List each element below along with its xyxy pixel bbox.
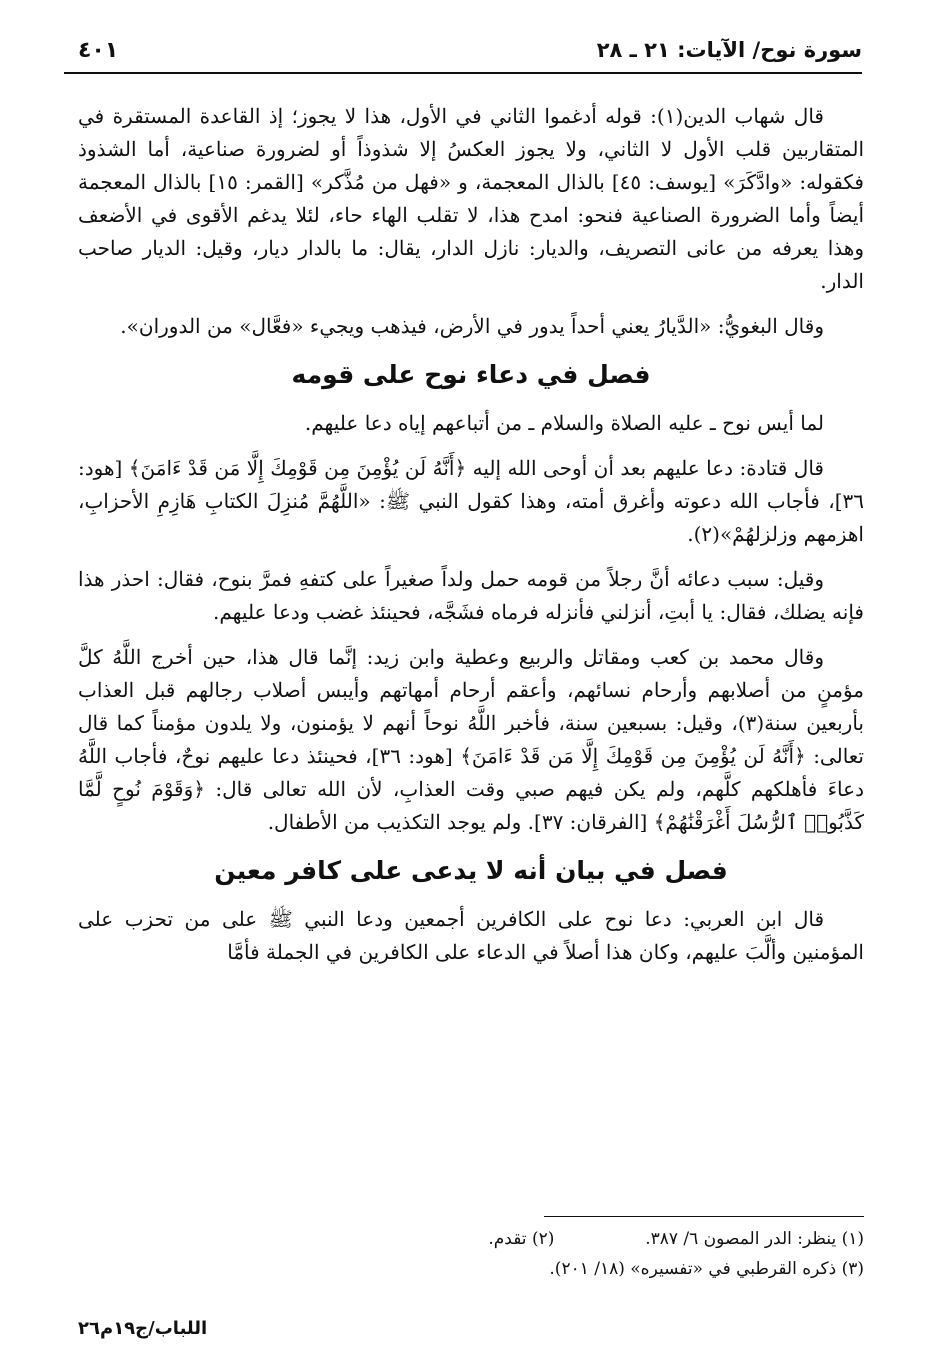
footnote-divider [544,1216,864,1217]
footnote: (١) ينظر: الدر المصون ٦/ ٣٨٧. [645,1229,864,1249]
paragraph: قال قتادة: دعا عليهم بعد أن أوحى الله إليه ﴿أَنَّهُ لَن يُؤْمِنَ مِن قَوْمِكَ إِلَّا مَن قَدْ ءَامَنَ﴾ [هود: ٣٦]، فأجاب الله دعوته وأغرق أمته، وهذا كقول النبي ﷺ: «اللَّهُمَّ مُنزِلَ الكتابِ هَازِمِ الأحزابِ، اهزمهم وزلزلهُمْ»(٢). [78,456,864,546]
section-heading: فصل في بيان أنه لا يدعى على كافر معين [214,856,728,885]
paragraph: قال ابن العربي: دعا نوح على الكافرين أجمعين ودعا النبي ﷺ على من تحزب على المؤمنين وألَّبَ عليهم، وكان هذا أصلاً في الدعاء على الكافرين في الجملة فأمَّا [78,907,864,964]
header-divider [64,72,862,74]
running-title: سورة نوح/ الآيات: ٢١ ـ ٢٨ [596,38,862,62]
paragraph: لما أيس نوح ـ عليه الصلاة والسلام ـ من أتباعهم إياه دعا عليهم. [304,411,824,435]
footnote-row [78,1224,864,1254]
footnote-row [78,1254,864,1284]
signature-mark: اللباب/ج١٩م٢٦ [78,1318,208,1339]
footnote: (٣) ذكره القرطبي في «تفسيره» (١٨/ ٢٠١). [549,1259,864,1279]
paragraph: وقال البغويُّ: «الدَّيارُ يعني أحداً يدور في الأرض، فيذهب ويجيء «فعَّال» من الدوران». [120,314,824,338]
page-number: ٤٠١ [78,38,119,63]
paragraph: قال شهاب الدين(١): قوله أدغموا الثاني في الأول، هذا لا يجوز؛ إذ القاعدة المستقرة في المتقاربين قلب الأول لا الثاني، ولا يجوز العكسُ إلا شذوذاً أو لضرورة صناعية، أما الشذوذ فكقوله: «وادَّكَرَ» [يوسف: ٤٥] بالذال المعجمة، و «فهل من مُذَّكر» [القمر: ١٥] بالذال المعجمة أيضاً وأما الضرورة الصناعية فنحو: امدح هذا، لا تقلب الهاء حاء، لئلا يدغم الأقوى في الأضعف وهذا يعرفه من عانى التصريف، والديار: نازل الدار، يقال: ما بالدار ديار، وقيل: الديار صاحب الدار. [78,104,865,293]
paragraph: وقال محمد بن كعب ومقاتل والربيع وعطية وابن زيد: إنَّما قال هذا، حين أخرج اللَّهُ كلَّ مؤمنٍ من أصلابهم وأرحام نسائهم، وأعقم أرحام أمهاتهم وأيبس أصلاب رجالهم قبل العذاب بأربعين سنة(٣)، وقيل: بسبعين سنة، فأخبر اللَّهُ نوحاً أنهم لا يؤمنون، ولا يلدون مؤمناً كما قال تعالى: ﴿أَنَّهُ لَن يُؤْمِنَ مِن قَوْمِكَ إِلَّا مَن قَدْ ءَامَنَ﴾ [هود: ٣٦]، فحينئذ دعا عليهم نوحٌ، فأجاب اللَّهُ دعاءَ فأهلكهم كلَّهم، ولم يكن فيهم صبي وقت العذابِ، لأن الله تعالى قال: ﴿وَقَوْمَ نُوحٍ لَّمَّا كَذَّبُوا۟ ٱلرُّسُلَ أَغْرَقْنَٰهُمْ﴾ [الفرقان: ٣٧]. ولم يوجد التكذيب من الأطفال. [78,645,865,834]
page-header [64,28,862,72]
paragraph: وقيل: سبب دعائه أنَّ رجلاً من قومه حمل ولداً صغيراً على كتفهِ فمرَّ بنوح، فقال: احذر هذا فإنه يضلك، فقال: يا أبتِ، أنزلني فأنزله فرماه فشَجَّه، فحينئذ غضب ودعا عليهم. [78,567,864,624]
main-text [78,100,864,981]
footnotes [78,1224,864,1284]
section-heading: فصل في دعاء نوح على قومه [291,360,651,389]
footnote: (٢) تقدم. [488,1229,555,1249]
